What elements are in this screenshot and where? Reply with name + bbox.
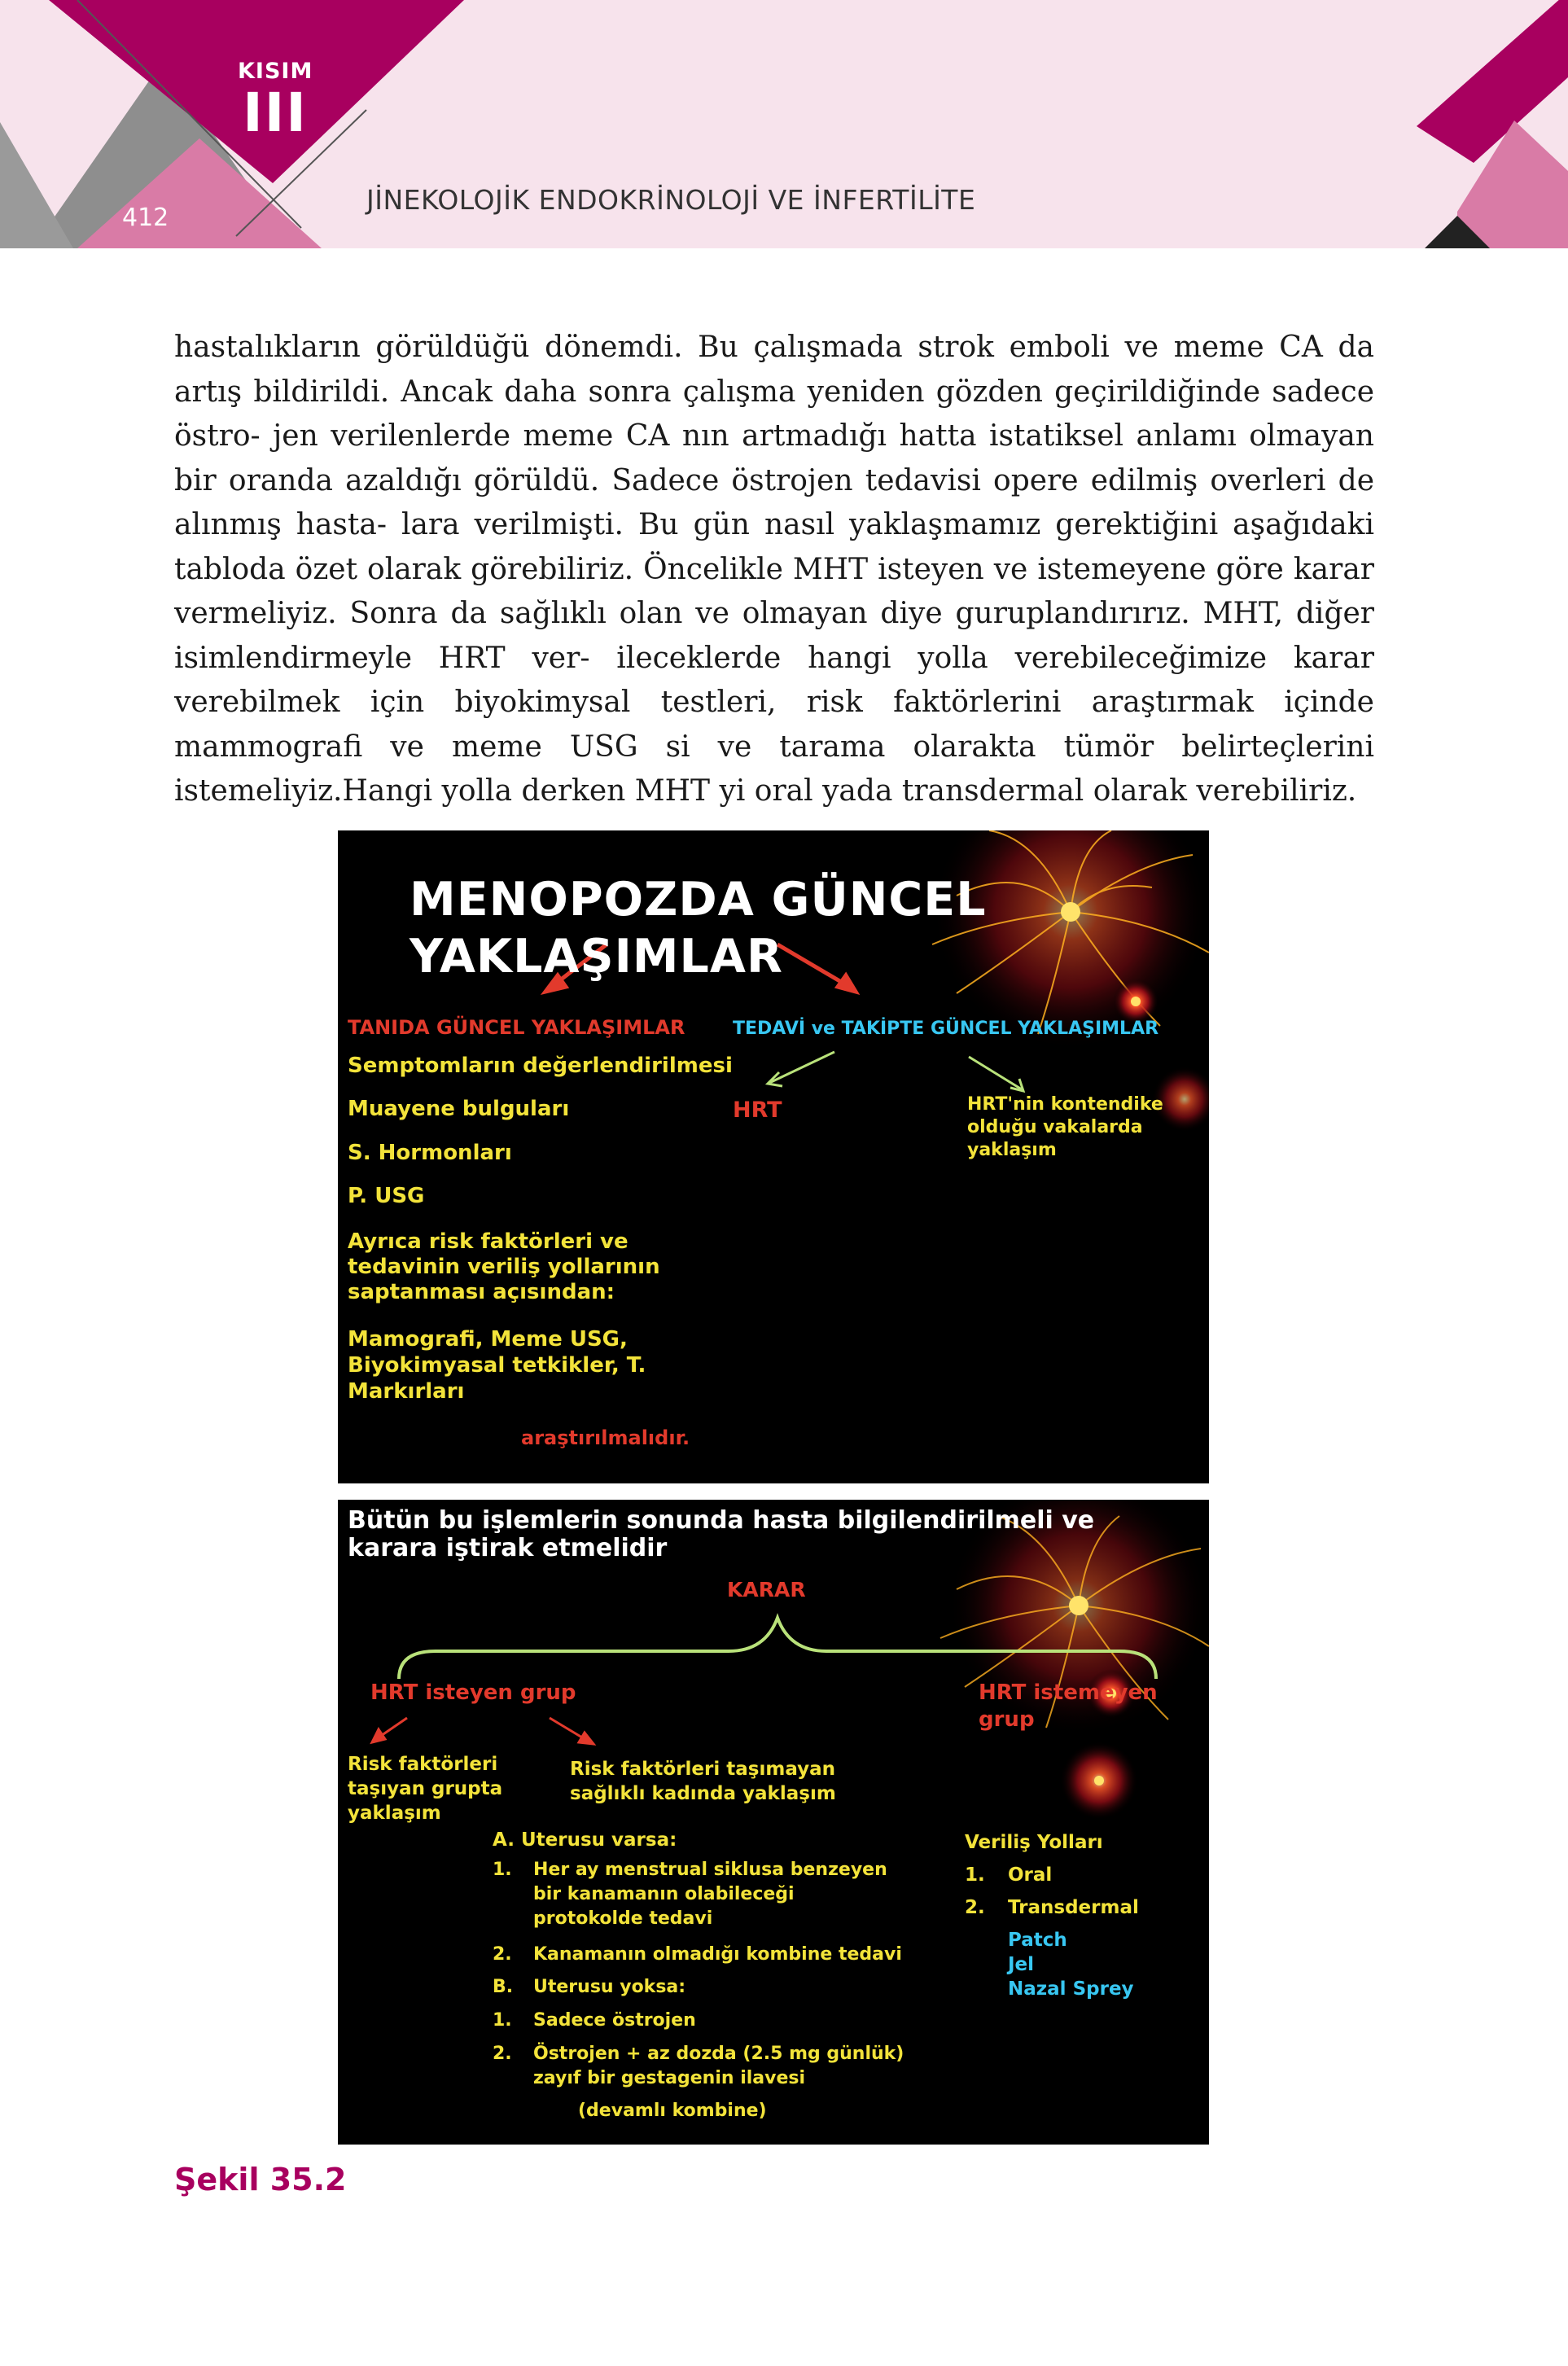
figure-caption: Şekil 35.2 [174, 2162, 347, 2197]
uterus-no-letter: B. [493, 1977, 514, 1997]
firework-burst-icon [940, 1500, 1209, 1820]
body-line: hastalıkların görüldüğü dönemdi. Bu çalışmada strok emboli ve meme CA da artış [174, 331, 1374, 409]
body-line: risk faktörlerini araştırmak içinde mammografi ve meme USG si ve tarama olarakta [174, 686, 1374, 764]
body-line: azaldığı görüldü. Sadece östrojen tedavisi opere edilmiş overleri de alınmış hasta- [174, 463, 1374, 541]
routes-title: Veriliş Yolları [965, 1832, 1103, 1853]
slide-decision-process [338, 1500, 1209, 2145]
body-line: ileceklerde hangi yolla verebileceğimize karar verebilmek için biyokimysal testleri, [174, 641, 1374, 719]
part-label: KISIM [238, 59, 313, 84]
contra-line: HRT'nin kontendike [967, 1094, 1163, 1115]
tests-line: Mamografi, Meme USG, [348, 1327, 628, 1352]
uterus-yes-heading: A. Uterusu varsa: [493, 1829, 677, 1851]
route-label: Oral [1008, 1864, 1053, 1886]
want-group-label: HRT isteyen grup [370, 1680, 576, 1705]
body-line: tümör belirteçlerini istemeliyiz.Hangi yolla derken MHT yi oral yada transdermal [174, 730, 1375, 808]
transdermal-form: Patch [1008, 1930, 1067, 1951]
conclusion-text: araştırılmalıdır. [521, 1426, 690, 1449]
not-want-group-line1: HRT istemeyen [979, 1680, 1158, 1705]
transdermal-form: Nazal Sprey [1008, 1978, 1134, 2000]
healthy-line: sağlıklı kadında yaklaşım [570, 1783, 836, 1804]
left-item: P. USG [348, 1184, 425, 1208]
not-want-group-line2: grup [979, 1707, 1035, 1732]
slide1-title-line2: YAKLAŞIMLAR [410, 930, 783, 984]
treatment-heading: TEDAVİ ve TAKİPTE GÜNCEL YAKLAŞIMLAR [733, 1019, 1159, 1039]
decision-label: KARAR [727, 1578, 806, 1601]
risk-group-line: yaklaşım [348, 1803, 441, 1824]
page-header [0, 0, 1568, 248]
risk-line: Ayrıca risk faktörleri ve [348, 1229, 629, 1254]
yes-item-number: 2. [493, 1944, 512, 1965]
left-item: Semptomların değerlendirilmesi [348, 1054, 733, 1078]
part-number: III [243, 81, 308, 144]
left-item: Muayene bulguları [348, 1097, 570, 1121]
contra-line: yaklaşım [967, 1140, 1057, 1160]
left-item: S. Hormonları [348, 1141, 512, 1165]
body-line: lara verilmişti. Bu gün nasıl yaklaşmamız gerektiğini aşağıdaki tabloda özet olarak [174, 508, 1374, 586]
slide2-title-line2: karara iştirak etmelidir [348, 1534, 668, 1562]
yes-item-line: Her ay menstrual siklusa benzeyen [533, 1860, 887, 1880]
hrt-label: HRT [733, 1098, 782, 1123]
continuous-combined: (devamlı kombine) [578, 2101, 767, 2121]
yes-item-number: 1. [493, 1860, 512, 1880]
route-label: Transdermal [1008, 1897, 1139, 1918]
yes-item-line: protokolde tedavi [533, 1908, 713, 1929]
body-line: olarak verebiliriz. [1093, 774, 1357, 808]
body-paragraph [174, 326, 1374, 814]
risk-group-line: taşıyan grupta [348, 1778, 503, 1799]
risk-line: saptanması açısından: [348, 1280, 615, 1304]
risk-line: tedavinin veriliş yollarının [348, 1255, 660, 1279]
no-item-line: Östrojen + az dozda (2.5 mg günlük) [533, 2044, 904, 2064]
uterus-no-heading: Uterusu yoksa: [533, 1977, 686, 1997]
body-line: bildirildi. Ancak daha sonra çalışma yeniden gözden geçirildiğinde sadece östro- [174, 375, 1374, 453]
yes-item-line: Kanamanın olmadığı kombine tedavi [533, 1944, 902, 1965]
body-line: görebiliriz. Öncelikle MHT isteyen ve istemeyene göre karar vermeliyiz. Sonra da [174, 552, 1374, 630]
no-item-number: 1. [493, 2010, 512, 2031]
tests-line: Biyokimyasal tetkikler, T. [348, 1353, 646, 1378]
contra-line: olduğu vakalarda [967, 1117, 1143, 1137]
route-number: 2. [965, 1897, 985, 1918]
body-line: sağlıklı olan ve olmayan diye guruplandırırız. MHT, diğer isimlendirmeyle HRT ver- [174, 597, 1375, 675]
body-line: jen verilenlerde meme CA nın artmadığı hatta istatiksel anlamı olmayan bir oranda [174, 419, 1374, 497]
slide-menopause-approaches [338, 830, 1209, 1483]
subheading-arrows [768, 1052, 1023, 1091]
transdermal-form: Jel [1008, 1954, 1035, 1975]
slide2-title-line1: Bütün bu işlemlerin sonunda hasta bilgilendirilmeli ve [348, 1506, 1095, 1535]
yes-item-line: bir kanamanın olabileceği [533, 1884, 795, 1904]
diagnosis-heading: TANIDA GÜNCEL YAKLAŞIMLAR [348, 1016, 685, 1039]
risk-group-line: Risk faktörleri [348, 1754, 498, 1775]
no-item-number: 2. [493, 2044, 512, 2064]
group-arrows [372, 1718, 593, 1744]
no-item-line: zayıf bir gestagenin ilavesi [533, 2068, 806, 2088]
no-item-line: Sadece östrojen [533, 2010, 696, 2031]
slide1-title-line1: MENOPOZDA GÜNCEL [410, 873, 987, 927]
section-title: JİNEKOLOJİK ENDOKRİNOLOJİ VE İNFERTİLİTE [366, 184, 976, 216]
route-number: 1. [965, 1864, 985, 1886]
tests-line: Markırları [348, 1379, 465, 1404]
healthy-line: Risk faktörleri taşımayan [570, 1759, 836, 1780]
page-number: 412 [122, 204, 169, 232]
